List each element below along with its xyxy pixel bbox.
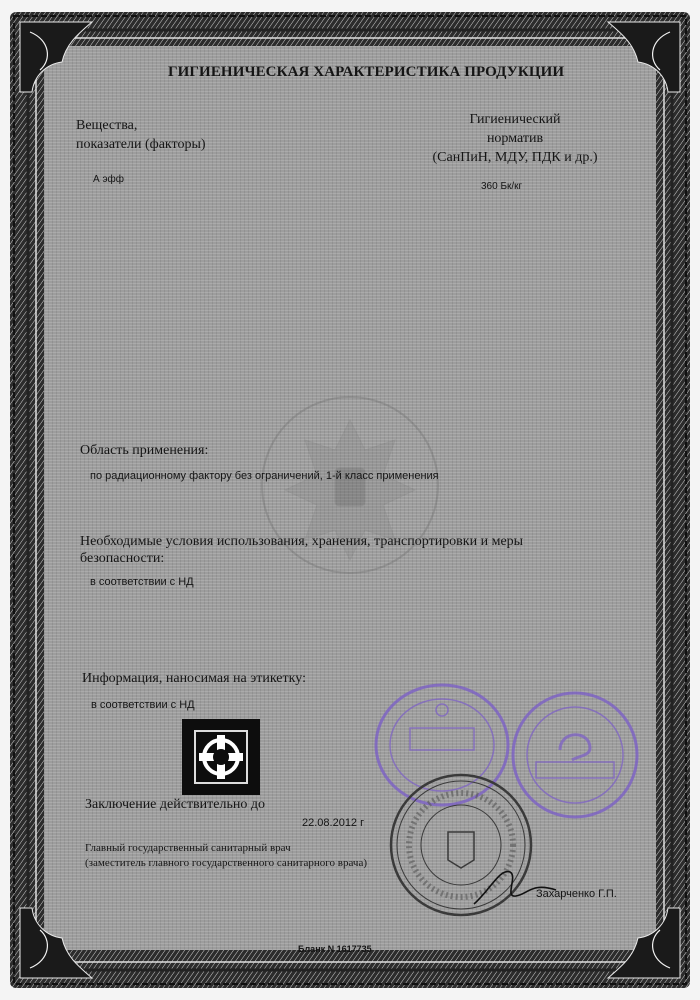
- scope-label: Область применения:: [80, 443, 209, 458]
- norm-header-line1: Гигиенический: [469, 112, 561, 127]
- conditions-label: [80, 533, 523, 567]
- conditions-label-line1: Необходимые условия использования, хранения, транспортировки и меры: [80, 534, 524, 549]
- validity-label: Заключение действительно до: [85, 797, 265, 812]
- signature-scribble: [470, 860, 560, 910]
- document-title: ГИГИЕНИЧЕСКАЯ ХАРАКТЕРИСТИКА ПРОДУКЦИИ: [168, 64, 565, 80]
- certification-mark: [182, 719, 260, 795]
- substances-column-header: [76, 116, 206, 154]
- substances-header-line1: Вещества,: [76, 118, 138, 133]
- substances-header-line2: показатели (факторы): [76, 137, 206, 152]
- signer-name: Захарченко Г.П.: [536, 888, 617, 900]
- certification-mark-icon: [182, 719, 260, 795]
- validity-date: 22.08.2012 г: [302, 817, 365, 829]
- chief-doctor-title: [85, 841, 367, 871]
- label-info-label: Информация, наносимая на этикетку:: [82, 671, 306, 686]
- norm-header-line2: норматив: [486, 131, 544, 146]
- norm-header-line3: (СанПиН, МДУ, ПДК и др.): [432, 150, 598, 165]
- label-info-value: в соответствии с НД: [91, 699, 195, 711]
- blank-number: Бланк N 1617735: [298, 944, 372, 954]
- substance-value: А эфф: [93, 174, 125, 185]
- conditions-value: в соответствии с НД: [90, 576, 194, 588]
- norm-value: 360 Бк/кг: [481, 181, 523, 192]
- norm-column-header: [417, 110, 613, 167]
- conditions-label-line2: безопасности:: [80, 551, 165, 566]
- chief-doctor-line1: Главный государственный санитарный врач: [85, 842, 291, 854]
- scope-value: по радиационному фактору без ограничений, 1-й класс применения: [90, 470, 439, 482]
- chief-doctor-line2: (заместитель главного государственного санитарного врача): [85, 857, 368, 869]
